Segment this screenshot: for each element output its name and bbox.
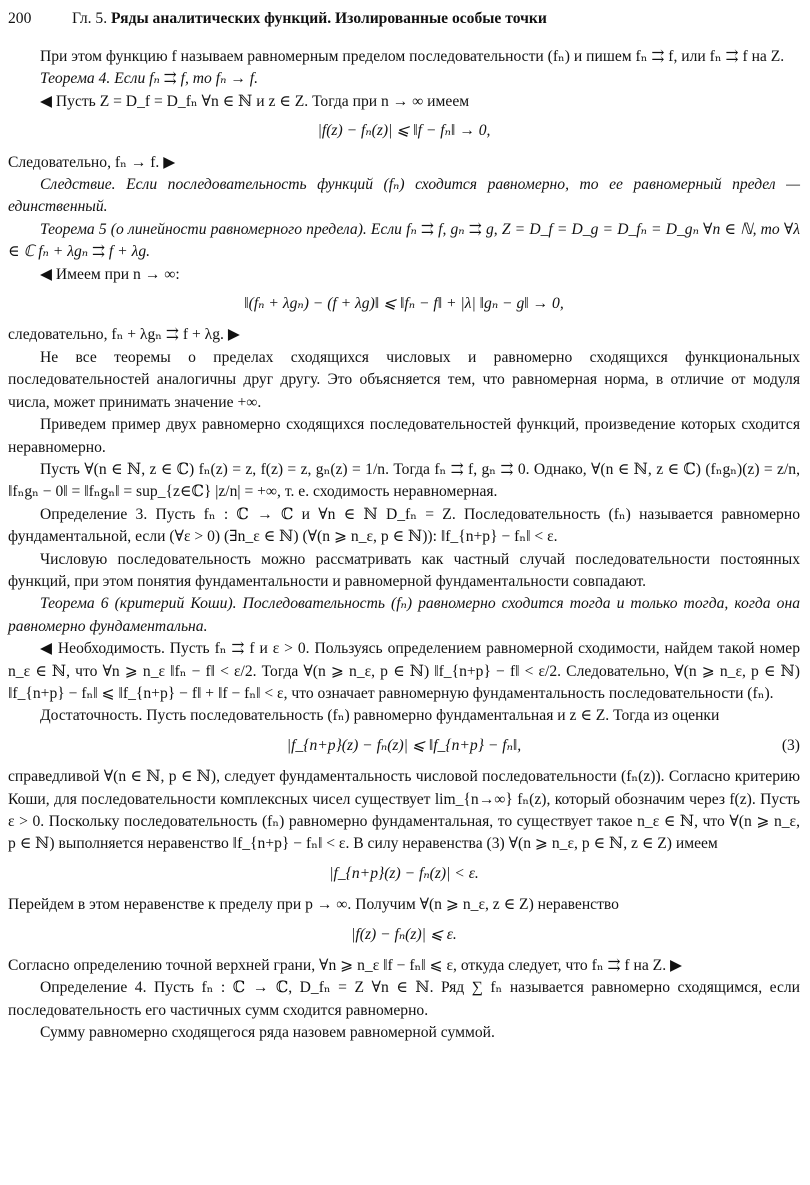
chapter-title: Ряды аналитических функций. Изолированные особые точки	[111, 10, 547, 27]
formula-3-body: |f_{n+p}(z) − fₙ(z)| ⩽ ‖f_{n+p} − fₙ‖,	[286, 736, 522, 754]
paragraph: Перейдем в этом неравенстве к пределу при p → ∞. Получим ∀(n ⩾ n_ε, z ∈ Z) неравенство	[8, 896, 619, 914]
paragraph: Числовую последовательность можно рассматривать как частный случай последовательности постоянных функций, при этом понятия фундаментальности и равномерной фундаментальности совпадают.	[8, 550, 800, 590]
chapter-number: Гл. 5.	[72, 10, 108, 27]
corollary: Следствие. Если последовательность функций (fₙ) сходится равномерно, то ее равномерный предел — единственный.	[8, 176, 800, 216]
paragraph: следовательно, fₙ + λgₙ ⇉ f + λg. ▶	[8, 326, 240, 344]
proof-sufficiency: Достаточность. Пусть последовательность (fₙ) равномерно фундаментальная и z ∈ Z. Тогда из оценки	[40, 707, 720, 725]
formula: |f_{n+p}(z) − fₙ(z)| < ε.	[329, 864, 479, 882]
proof-necessity: ◀ Необходимость. Пусть fₙ ⇉ f и ε > 0. Пользуясь определением равномерной сходимости, найдем такой номер n_ε ∈ ℕ, что ∀n ⩾ n_ε ‖fₙ − f‖ < ε/2. Тогда ∀(n ⩾ n_ε, p ∈ ℕ) ‖f_{n+p} − f‖ < ε/2. Следовательно, ∀(n ⩾ n_ε, p ∈ ℕ) ‖f_{n+p} − fₙ‖ ⩽ ‖f_{n+p} − f‖ + ‖f − fₙ‖ < ε, что означает равномерную фундаментальность последовательности (fₙ).	[8, 640, 800, 702]
formula: |f(z) − fₙ(z)| ⩽ ‖f − fₙ‖ → 0,	[317, 122, 491, 140]
paragraph: При этом функцию f называем равномерным пределом последовательности (fₙ) и пишем fₙ ⇉ f, или fₙ ⇉ f на Z.	[40, 48, 785, 65]
theorem-4: Теорема 4. Если fₙ ⇉ f, то fₙ → f.	[40, 70, 259, 88]
paragraph: справедливой ∀(n ∈ ℕ, p ∈ ℕ), следует фундаментальность числовой последовательности (fₙ(z)). Согласно критерию Коши, для последовательности комплексных чисел существует lim_{n→∞} fₙ(z), который обозначим через f(z). Пусть ε > 0. Поскольку последовательность (fₙ) равномерно фундаментальная, то существует такое n_ε ∈ ℕ, что ∀(n ⩾ n_ε, p ∈ ℕ) выполняется неравенство ‖f_{n+p} − fₙ‖ < ε. В силу неравенства (3) ∀(n ⩾ n_ε, p ∈ ℕ, z ∈ Z) имеем	[8, 768, 800, 853]
proof-start: ◀ Пусть Z = D_f = D_fₙ ∀n ∈ ℕ и z ∈ Z. Тогда при n → ∞ имеем	[40, 92, 470, 110]
theorem-6: Теорема 6 (критерий Коши). Последовательность (fₙ) равномерно сходится тогда и только тогда, когда она равномерно фундаментальна.	[8, 595, 800, 635]
formula: |f(z) − fₙ(z)| ⩽ ε.	[351, 925, 457, 943]
proof-start: ◀ Имеем при n → ∞:	[40, 265, 180, 283]
paragraph: Сумму равномерно сходящегося ряда назовем равномерной суммой.	[40, 1024, 495, 1042]
theorem-5: Теорема 5 (о линейности равномерного предела). Если fₙ ⇉ f, gₙ ⇉ g, Z = D_f = D_g = D_fₙ = D_gₙ ∀n ∈ ℕ, то ∀λ ∈ ℂ fₙ + λgₙ ⇉ f + λg.	[8, 220, 800, 261]
paragraph: Согласно определению точной верхней грани, ∀n ⩾ n_ε ‖f − fₙ‖ ⩽ ε, откуда следует, что fₙ ⇉ f на Z. ▶	[8, 957, 682, 975]
running-title	[72, 8, 800, 30]
page-number: 200	[8, 10, 32, 27]
formula: ‖(fₙ + λgₙ) − (f + λg)‖ ⩽ ‖fₙ − f‖ + |λ| ‖gₙ − g‖ → 0,	[244, 295, 564, 313]
formula-3	[8, 735, 800, 757]
definition-3: Определение 3. Пусть fₙ : ℂ → ℂ и ∀n ∈ ℕ D_fₙ = Z. Последовательность (fₙ) называется равномерно фундаментальной, если (∀ε > 0) (∃n_ε ∈ ℕ) (∀(n ⩾ n_ε, p ∈ ℕ)): ‖f_{n+p} − fₙ‖ < ε.	[8, 505, 800, 546]
page-header	[8, 8, 800, 34]
definition-4: Определение 4. Пусть fₙ : ℂ → ℂ, D_fₙ = Z ∀n ∈ ℕ. Ряд ∑ fₙ называется равномерно сходящимся, если последовательность его частичных сумм сходится равномерно.	[8, 979, 800, 1019]
paragraph: Следовательно, fₙ → f. ▶	[8, 153, 176, 171]
paragraph: Приведем пример двух равномерно сходящихся последовательностей функций, произведение которых сходится неравномерно.	[8, 416, 800, 456]
equation-number: (3)	[781, 736, 800, 754]
paragraph: Пусть ∀(n ∈ ℕ, z ∈ ℂ) fₙ(z) = z, f(z) = z, gₙ(z) = 1/n. Тогда fₙ ⇉ f, gₙ ⇉ 0. Однако, ∀(n ∈ ℕ, z ∈ ℂ) (fₙgₙ)(z) = z/n, ‖fₙgₙ − 0‖ = ‖fₙgₙ‖ = sup_{z∈ℂ} |z/n| = +∞, т. е. сходимость неравномерная.	[8, 460, 800, 501]
paragraph: Не все теоремы о пределах сходящихся числовых и равномерно сходящихся функциональных последовательностей аналогичны друг другу. Это объясняется тем, что равномерная норма, в отличие от модуля числа, может принимать значение +∞.	[8, 348, 800, 411]
